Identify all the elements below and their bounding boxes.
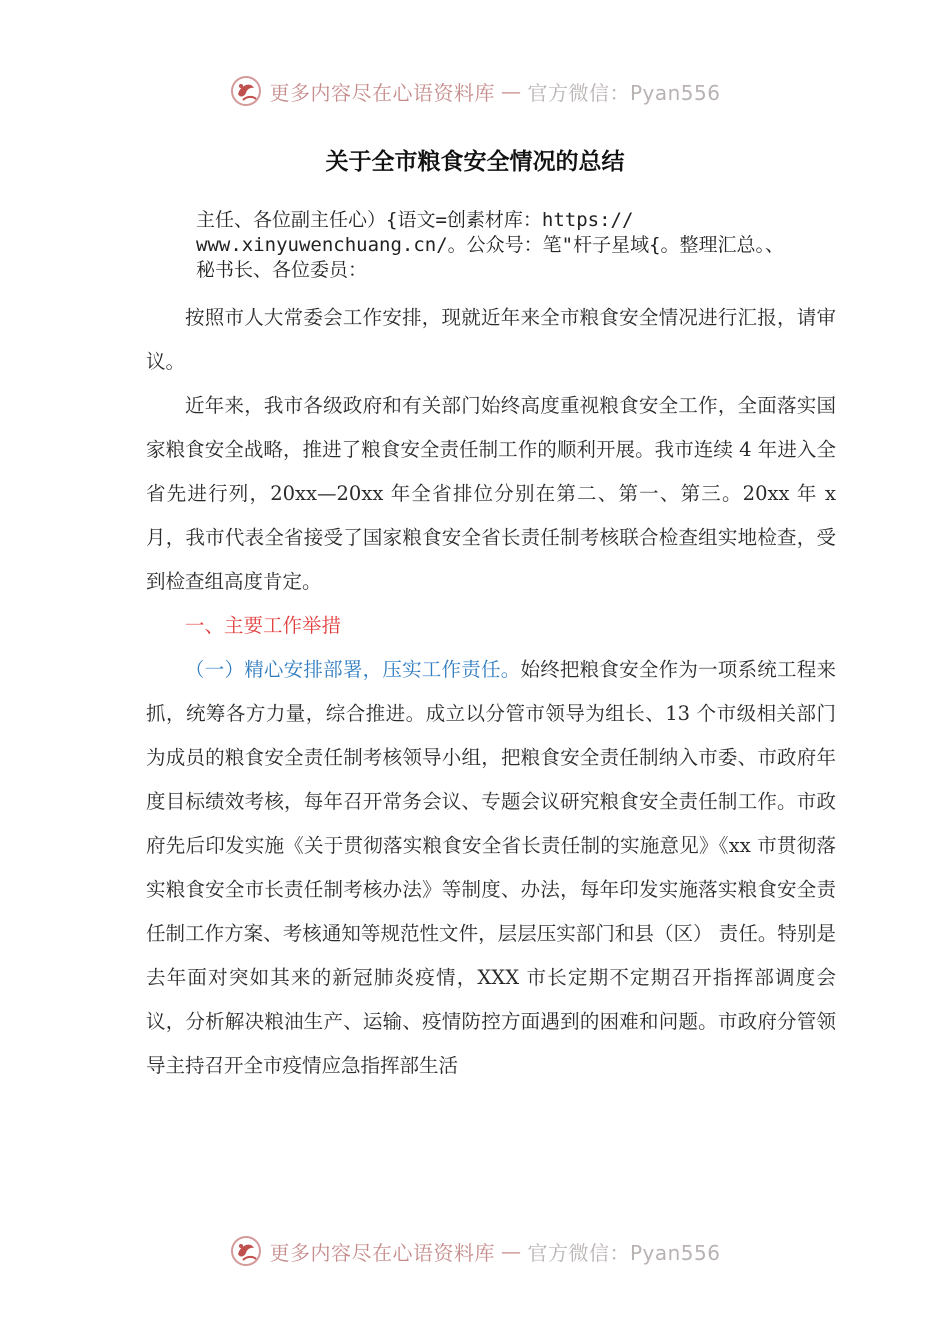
salutation-line: 主任、各位副主任心）{语文=创素材库：https://	[196, 209, 634, 231]
flower-seal-icon	[229, 1234, 263, 1268]
watermark-footer	[0, 1234, 950, 1268]
subsection-body: 始终把粮食安全作为一项系统工程来抓，统筹各方力量，综合推进。成立以分管市领导为组长、13 个市级相关部门为成员的粮食安全责任制考核领导小组，把粮食安全责任制纳入市委、市政府年度目标绩效考核，每年召开常务会议、专题会议研究粮食安全责任制工作。市政府先后印发实施《关于贯彻落实粮食安全省长责任制的实施意见》《xx 市贯彻落实粮食安全市长责任制考核办法》等制度、办法，每年印发实施落实粮食安全责任制工作方案、考核通知等规范性文件，层层压实部门和县（区） 责任。特别是去年面对突如其来的新冠肺炎疫情，XXX 市长定期不定期召开指挥部调度会议，分析解决粮油生产、运输、疫情防控方面遇到的困难和问题。市政府分管领导主持召开全市疫情应急指挥部生活	[146, 658, 836, 1077]
watermark-separator: —	[500, 79, 522, 103]
body-paragraph: 近年来，我市各级政府和有关部门始终高度重视粮食安全工作，全面落实国家粮食安全战略，推进了粮食安全责任制工作的顺利开展。我市连续 4 年进入全省先进行列，20xx—20xx 年全省排位分别在第二、第一、第三。20xx 年 x 月，我市代表全省接受了国家粮食安全省长责任制考核联合检查组实地检查，受到检查组高度肯定。	[146, 394, 836, 593]
salutation-line: 秘书长、各位委员：	[196, 259, 368, 281]
document-body	[146, 296, 836, 1088]
watermark-brand: 更多内容尽在心语资料库	[269, 80, 495, 105]
body-paragraph: 按照市人大常委会工作安排，现就近年来全市粮食安全情况进行汇报，请审议。	[146, 306, 836, 373]
subsection-lead: （一）精心安排部署，压实工作责任。	[185, 658, 521, 681]
document-title: 关于全市粮食安全情况的总结	[325, 149, 625, 175]
watermark-wechat: 官方微信：Pyan556	[527, 1240, 721, 1265]
watermark-wechat: 官方微信：Pyan556	[527, 80, 721, 105]
flower-seal-icon	[229, 74, 263, 108]
watermark-header	[0, 74, 950, 108]
salutation-line: www.xinyuwenchuang.cn/。公众号：笔"杆子星域{。整理汇总。、	[196, 234, 785, 256]
section-heading: 一、主要工作举措	[185, 614, 342, 637]
subsection-paragraph	[146, 648, 836, 1088]
salutation	[196, 208, 836, 283]
watermark-brand: 更多内容尽在心语资料库	[269, 1240, 495, 1265]
watermark-separator: —	[500, 1239, 522, 1263]
